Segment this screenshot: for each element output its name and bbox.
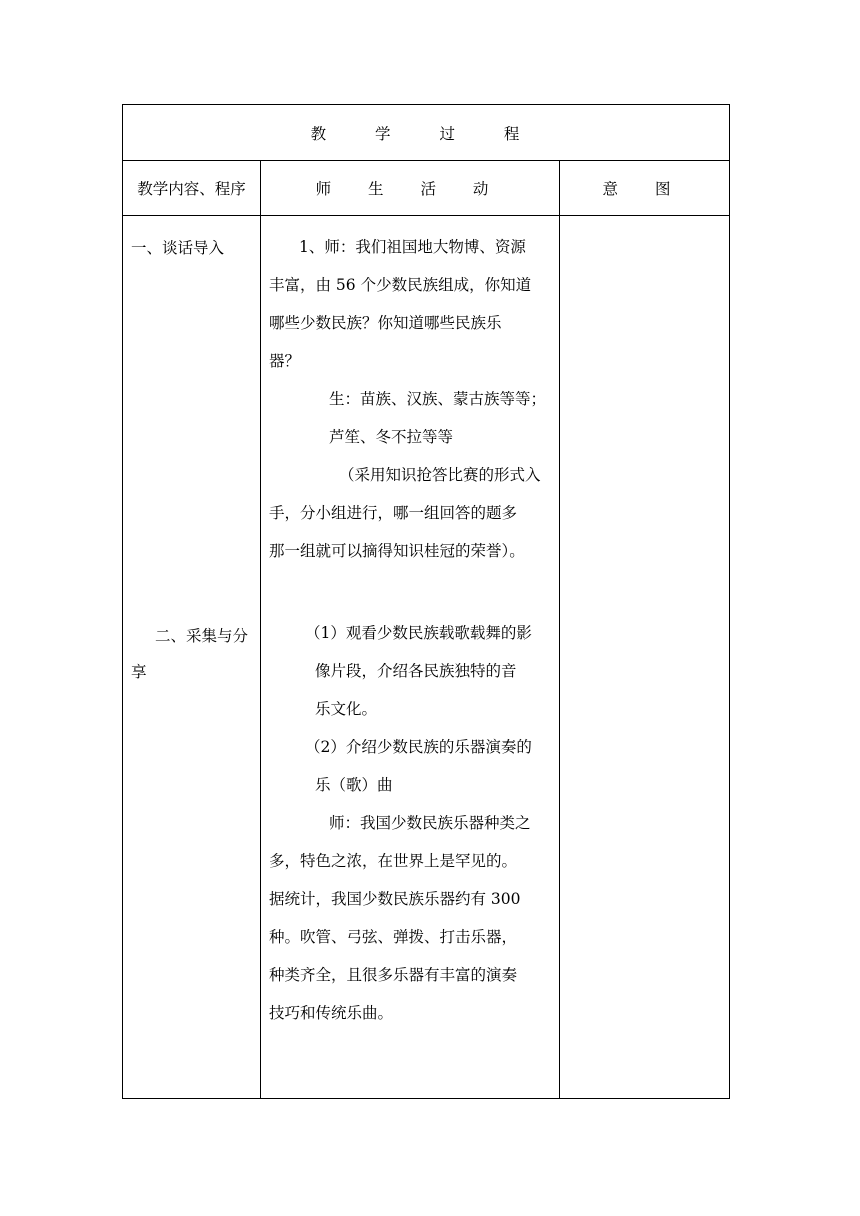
activity-line: 技巧和传统乐曲。: [269, 1004, 394, 1022]
activity-line: （2）介绍少数民族的乐器演奏的: [305, 738, 532, 756]
activity-line: 乐文化。: [315, 700, 378, 718]
section-2-label-line2: 享: [131, 663, 147, 681]
header-content-procedure: 教学内容、程序: [123, 161, 261, 216]
activity-line: （1）观看少数民族载歌载舞的影: [305, 624, 532, 642]
activity-line: 器？: [269, 352, 301, 370]
content-procedure-cell: [123, 216, 261, 1099]
activity-line: 哪些少数民族？你知道哪些民族乐: [269, 314, 502, 332]
activity-line: 丰富，由 56 个少数民族组成，你知道: [269, 276, 532, 294]
activity-line: 1、师：我们祖国地大物博、资源: [299, 238, 526, 256]
activity-line: 据统计，我国少数民族乐器约有 300: [269, 890, 521, 908]
activity-line: 生：苗族、汉族、蒙古族等等；: [329, 390, 547, 408]
title-row: [123, 105, 730, 161]
lesson-plan-table: [122, 104, 730, 1099]
header-intent: 意 图: [560, 161, 730, 216]
activity-line: 手，分小组进行，哪一组回答的题多: [269, 504, 518, 522]
activity-line: 种类齐全，且很多乐器有丰富的演奏: [269, 966, 518, 984]
spacer: [269, 570, 551, 614]
intent-cell: [560, 216, 730, 1099]
activity-line: 像片段，介绍各民族独特的音: [315, 662, 517, 680]
section-2-label-line1: 二、采集与分: [155, 627, 249, 645]
activity-line: 种。吹管、弓弦、弹拨、打击乐器，: [269, 928, 518, 946]
activity-line: 芦笙、冬不拉等等: [329, 428, 454, 446]
header-teacher-student-activity: 师 生 活 动: [261, 161, 560, 216]
activity-line: （采用知识抢答比赛的形式入: [339, 466, 541, 484]
content-row: [123, 216, 730, 1099]
activity-line: 师：我国少数民族乐器种类之: [329, 814, 531, 832]
activity-cell: [261, 216, 560, 1099]
section-1-label: 一、谈话导入: [131, 239, 225, 257]
activity-line: 乐（歌）曲: [315, 776, 393, 794]
activity-line: 多，特色之浓，在世界上是罕见的。: [269, 852, 518, 870]
table-title: 教 学 过 程: [123, 105, 730, 161]
header-row: [123, 161, 730, 216]
activity-line: 那一组就可以摘得知识桂冠的荣誉）。: [269, 542, 525, 560]
